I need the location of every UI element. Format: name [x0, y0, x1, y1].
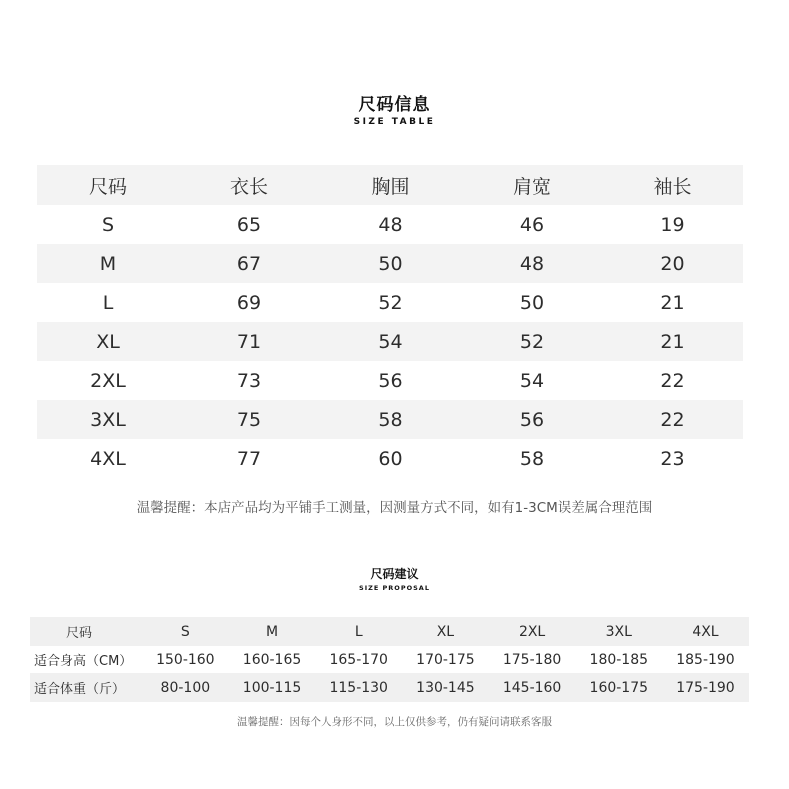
- weight-cell: 160-175: [589, 679, 649, 696]
- shoulder-cell: 54: [519, 369, 545, 392]
- weight-cell: 115-130: [329, 679, 388, 696]
- weight-row-label: 适合体重（斤）: [34, 682, 126, 697]
- header-sleeve: 袖长: [653, 175, 692, 198]
- height-cell: 165-170: [329, 651, 388, 668]
- length-cell: 67: [236, 252, 262, 275]
- proposal-size-cell: 2XL: [518, 623, 546, 640]
- shoulder-cell: 58: [519, 447, 545, 470]
- table-row: [37, 439, 743, 478]
- size-cell: M: [99, 252, 117, 275]
- chest-cell: 50: [378, 252, 403, 275]
- weight-cell: 80-100: [160, 679, 211, 696]
- size-proposal-subtitle: SIZE PROPOSAL: [359, 584, 430, 592]
- length-cell: 65: [236, 213, 262, 236]
- size-table-subtitle: SIZE TABLE: [353, 117, 436, 127]
- table-row: [37, 244, 743, 283]
- size-cell: 2XL: [90, 369, 126, 392]
- chest-cell: 58: [378, 408, 403, 431]
- length-cell: 75: [236, 408, 262, 431]
- height-cell: 150-160: [156, 651, 215, 668]
- chest-cell: 60: [378, 447, 403, 470]
- proposal-size-cell: 3XL: [605, 623, 632, 640]
- weight-cell: 175-190: [676, 679, 735, 696]
- proposal-size-cell: L: [354, 623, 363, 640]
- proposal-note: 温馨提醒：因每个人身形不同，以上仅供参考，仍有疑问请联系客服: [237, 716, 552, 728]
- proposal-size-cell: M: [265, 623, 279, 640]
- height-cell: 175-180: [502, 651, 562, 668]
- sleeve-cell: 21: [660, 291, 685, 314]
- header-shoulder: 肩宽: [512, 175, 551, 198]
- sleeve-cell: 22: [660, 408, 685, 431]
- weight-cell: 145-160: [502, 679, 562, 696]
- height-row-label: 适合身高（CM）: [34, 654, 133, 669]
- length-cell: 71: [236, 330, 262, 353]
- sleeve-cell: 20: [660, 252, 685, 275]
- table-row: [37, 322, 743, 361]
- shoulder-cell: 50: [519, 291, 545, 314]
- sleeve-cell: 22: [660, 369, 685, 392]
- chest-cell: 48: [378, 213, 403, 236]
- table-row: [37, 400, 743, 439]
- proposal-size-cell: S: [180, 623, 190, 640]
- weight-row: [30, 673, 749, 702]
- proposal-size-cell: XL: [436, 623, 455, 640]
- shoulder-cell: 46: [519, 213, 545, 236]
- height-row: [30, 646, 749, 673]
- sleeve-cell: 19: [660, 213, 685, 236]
- length-cell: 73: [236, 369, 262, 392]
- table-row: [37, 283, 743, 322]
- size-proposal-title: 尺码建议: [370, 567, 419, 581]
- chest-cell: 52: [378, 291, 403, 314]
- shoulder-cell: 52: [519, 330, 545, 353]
- size-table-header-row: [37, 165, 743, 205]
- length-cell: 77: [236, 447, 262, 470]
- header-chest: 胸围: [371, 175, 410, 198]
- weight-cell: 100-115: [242, 679, 302, 696]
- table-row: [37, 205, 743, 244]
- size-cell: 4XL: [90, 447, 126, 470]
- size-cell: L: [102, 291, 114, 314]
- shoulder-cell: 56: [519, 408, 545, 431]
- sleeve-cell: 21: [660, 330, 685, 353]
- header-size: 尺码: [88, 175, 127, 198]
- sleeve-cell: 23: [660, 447, 685, 470]
- size-cell: XL: [96, 330, 120, 353]
- size-table: [37, 165, 743, 478]
- shoulder-cell: 48: [519, 252, 545, 275]
- size-table-title: 尺码信息: [358, 95, 431, 115]
- height-cell: 180-185: [589, 651, 649, 668]
- chest-cell: 54: [378, 330, 403, 353]
- height-cell: 185-190: [676, 651, 735, 668]
- height-cell: 160-165: [242, 651, 302, 668]
- chest-cell: 56: [378, 369, 403, 392]
- size-cell: 3XL: [90, 408, 126, 431]
- table-row: [37, 361, 743, 400]
- proposal-size-cell: 4XL: [692, 623, 719, 640]
- proposal-header-row: [30, 617, 749, 646]
- proposal-header-label: 尺码: [66, 626, 93, 641]
- header-length: 衣长: [229, 175, 268, 198]
- height-cell: 170-175: [416, 651, 475, 668]
- length-cell: 69: [236, 291, 262, 314]
- size-proposal-table: [30, 617, 749, 702]
- size-cell: S: [101, 213, 115, 236]
- weight-cell: 130-145: [416, 679, 475, 696]
- measurement-note: 温馨提醒：本店产品均为平铺手工测量，因测量方式不同，如有1-3CM误差属合理范围: [136, 500, 653, 516]
